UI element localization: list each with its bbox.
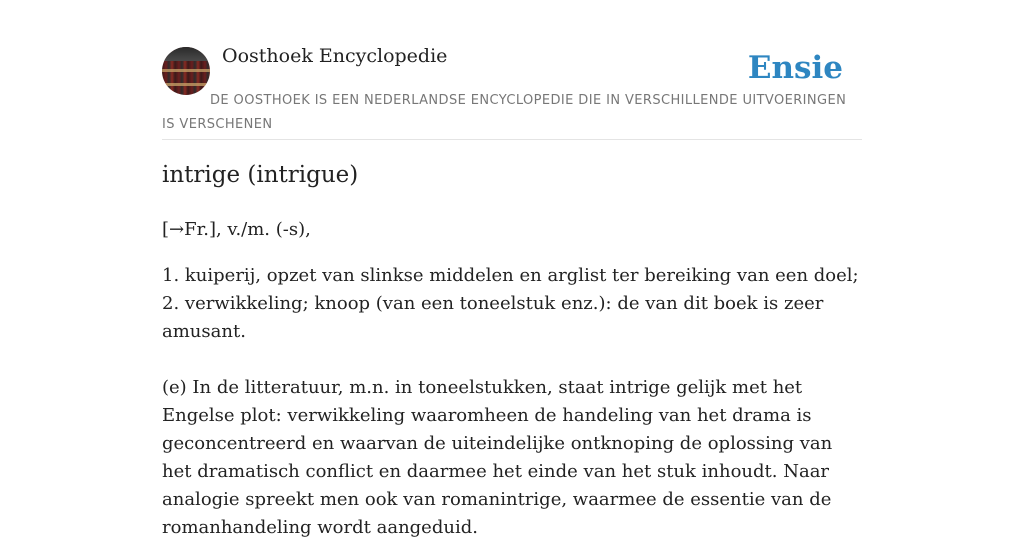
definition-1: 1. kuiperij, opzet van slinkse middelen en arglist ter bereiking van een doel; (162, 265, 859, 286)
site-avatar-icon[interactable] (162, 47, 210, 95)
article-etymology: [→Fr.], v./m. (-s), (162, 219, 311, 240)
site-name-link[interactable]: Oosthoek Encyclopedie (222, 45, 448, 67)
definition-2: 2. verwikkeling; knoop (van een toneelstuk enz.): de van dit boek is zeer amusant. (162, 293, 824, 342)
page-container (162, 0, 862, 538)
site-tagline: DE OOSTHOEK IS EEN NEDERLANDSE ENCYCLOPEDIE DIE IN VERSCHILLENDE UITVOERINGEN IS VERSCHENEN (162, 93, 847, 132)
avatar-band (162, 69, 210, 72)
site-header (162, 0, 862, 140)
article-paragraph: (e) In de litteratuur, m.n. in toneelstukken, staat intrige gelijk met het Engelse plot: verwikkeling waaromheen de handeling van het drama is geconcentreerd en waarvan de uiteindelijke ontknoping de oplossing van het dramatisch conflict en daarmee het einde van het stuk inhoudt. Naar analogie spreekt men ook van romanintrige, waarmee de essentie van de romanhandeling wordt aangeduid. (162, 377, 833, 538)
avatar-band (162, 83, 210, 86)
article-definitions (162, 262, 862, 346)
ensie-logo-link[interactable]: Ensie (747, 50, 843, 86)
article-title: intrige (intrigue) (162, 162, 359, 188)
avatar-shelf (162, 47, 210, 61)
